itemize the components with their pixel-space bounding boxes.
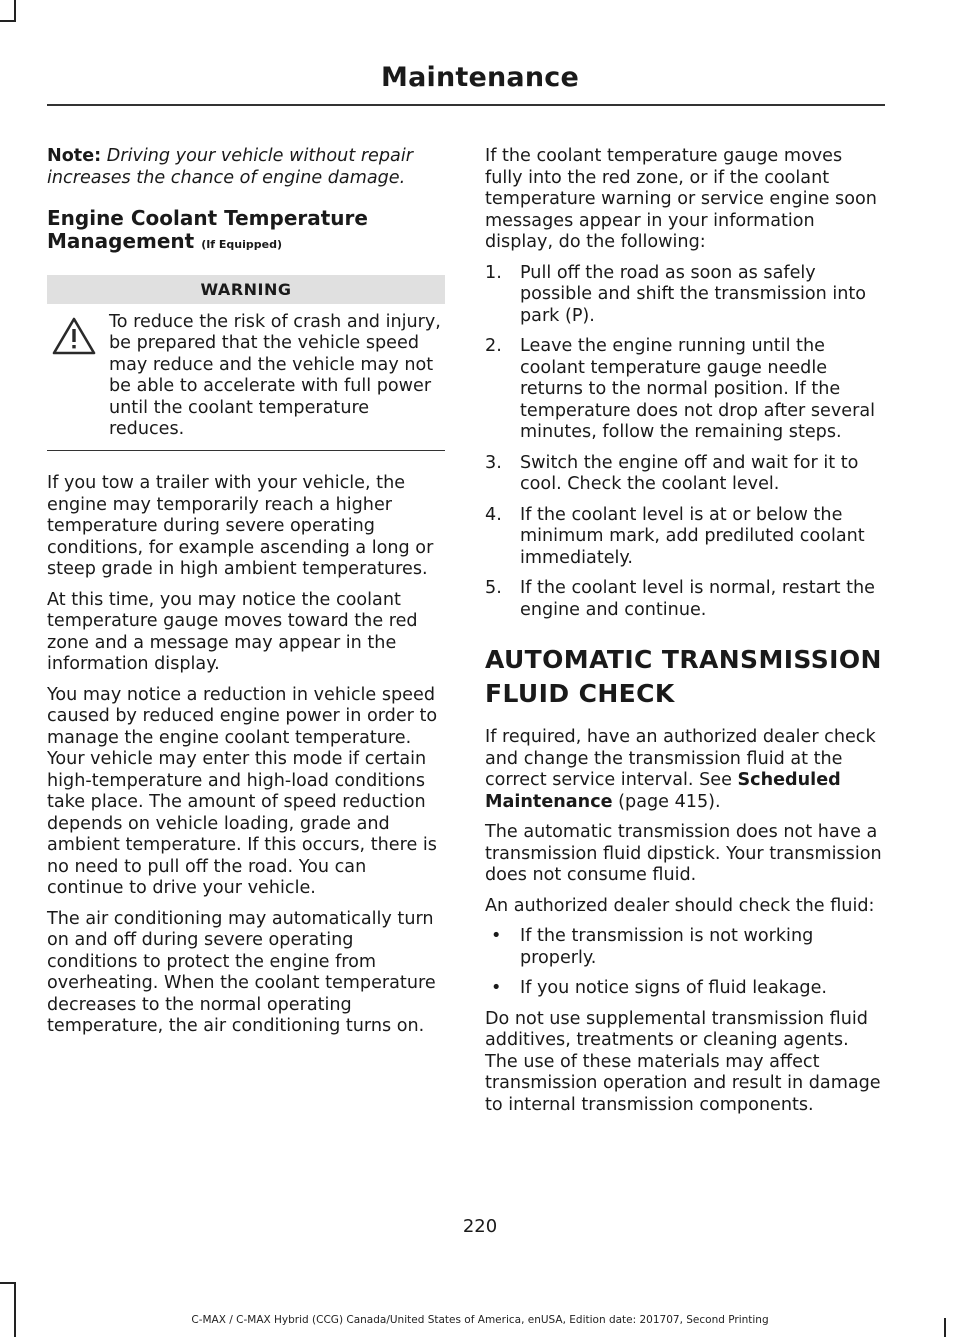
steps-intro: If the coolant temperature gauge moves fully into the red zone, or if the coolant temperature warning or service engine soon messages appear in your information display, do the following: bbox=[485, 146, 877, 252]
step-number: 4. bbox=[485, 504, 502, 525]
warning-body bbox=[47, 312, 445, 441]
section-heading-line1: AUTOMATIC TRANSMISSION bbox=[485, 645, 882, 674]
note-text: Driving your vehicle without repair increases the chance of engine damage. bbox=[47, 146, 413, 188]
step-text: If the coolant level is at or below the minimum mark, add prediluted coolant immediately. bbox=[520, 504, 865, 568]
footer-text: C-MAX / C-MAX Hybrid (CCG) Canada/United States of America, enUSA, Edition date: 201707, Second Printing bbox=[191, 1314, 769, 1326]
list-item bbox=[485, 578, 883, 621]
crop-mark-bottom-left-horizontal bbox=[0, 1282, 16, 1284]
page-number: 220 bbox=[462, 1216, 498, 1237]
subheading-text: Engine Coolant Temperature Management bbox=[47, 206, 368, 253]
step-text: Switch the engine off and wait for it to cool. Check the coolant level. bbox=[520, 452, 859, 494]
right-column bbox=[485, 146, 883, 1125]
step-text: If the coolant level is normal, restart the engine and continue. bbox=[520, 578, 875, 620]
list-item bbox=[485, 336, 883, 444]
bullet-icon: • bbox=[491, 926, 502, 946]
warning-text: To reduce the risk of crash and injury, be prepared that the vehicle speed may reduce and the vehicle may not be able to accelerate with full power until the coolant temperature reduces. bbox=[109, 311, 441, 439]
paragraph: The automatic transmission does not have a transmission fluid dipstick. Your transmission does not consume fluid. bbox=[485, 822, 882, 885]
section-heading-line2: FLUID CHECK bbox=[485, 679, 675, 708]
warning-triangle-icon bbox=[51, 316, 97, 356]
paragraph bbox=[485, 727, 883, 813]
paragraph: If you tow a trailer with your vehicle, the engine may temporarily reach a higher temperature during severe operating conditions, for example ascending a long or steep grade in high ambient temperatures. bbox=[47, 473, 434, 579]
note bbox=[47, 146, 445, 189]
scheduled-maintenance-link[interactable]: Scheduled Maintenance bbox=[485, 770, 841, 812]
page-reference: (page 415). bbox=[612, 791, 721, 812]
coolant-subheading bbox=[47, 207, 445, 256]
step-number: 3. bbox=[485, 452, 502, 473]
paragraph: An authorized dealer should check the fluid: bbox=[485, 895, 875, 916]
page-title: Maintenance bbox=[381, 62, 579, 93]
header-divider bbox=[47, 104, 885, 106]
warning-divider bbox=[47, 450, 445, 452]
list-item bbox=[485, 978, 883, 1000]
if-equipped-label: (If Equipped) bbox=[201, 238, 283, 251]
steps-list bbox=[485, 263, 883, 622]
bullet-text: If you notice signs of fluid leakage. bbox=[520, 978, 827, 998]
paragraph: The air conditioning may automatically turn on and off during severe operating conditions to protect the engine from overheating. When the coolant temperature decreases to the normal operating temperature, the air conditioning turns on. bbox=[47, 908, 436, 1036]
step-text: Pull off the road as soon as safely possible and shift the transmission into park (P). bbox=[520, 262, 867, 326]
step-number: 1. bbox=[485, 262, 502, 283]
crop-mark-bottom-left bbox=[14, 1282, 16, 1337]
paragraph: Do not use supplemental transmission fluid additives, treatments or cleaning agents. The use of these materials may affect transmission operation and result in damage to internal transmission components. bbox=[485, 1008, 881, 1115]
crop-mark-top-left-horizontal bbox=[0, 20, 16, 22]
list-item bbox=[485, 505, 883, 570]
section-heading bbox=[485, 645, 883, 708]
paragraph: You may notice a reduction in vehicle speed caused by reduced engine power in order to manage the engine coolant temperature. Your vehicle may enter this mode if certain high-temperature and high-load conditions take place. The amount of speed reduction depends on vehicle loading, grade and ambient temperature. If this occurs, there is no need to pull off the road. You can continue to drive your vehicle. bbox=[47, 684, 438, 898]
bullet-text: If the transmission is not working properly. bbox=[520, 926, 814, 968]
step-text: Leave the engine running until the coolant temperature gauge needle returns to the normal position. If the temperature does not drop after several minutes, follow the remaining steps. bbox=[520, 336, 875, 442]
step-number: 2. bbox=[485, 336, 502, 356]
paragraph: At this time, you may notice the coolant temperature gauge moves toward the red zone and a message may appear in the information display. bbox=[47, 589, 418, 674]
warning-box bbox=[47, 275, 445, 451]
list-item bbox=[485, 263, 883, 328]
warning-title: WARNING bbox=[47, 275, 445, 304]
list-item bbox=[485, 453, 883, 496]
crop-mark-top-left bbox=[14, 0, 16, 22]
bullet-list bbox=[485, 926, 883, 1000]
left-column bbox=[47, 146, 445, 1047]
list-item bbox=[485, 926, 883, 969]
p1-text: If required, have an authorized dealer check and change the transmission fluid at the correct service interval. See bbox=[485, 727, 876, 790]
note-label: Note: bbox=[47, 146, 102, 166]
step-number: 5. bbox=[485, 578, 502, 598]
bullet-icon: • bbox=[491, 978, 502, 998]
